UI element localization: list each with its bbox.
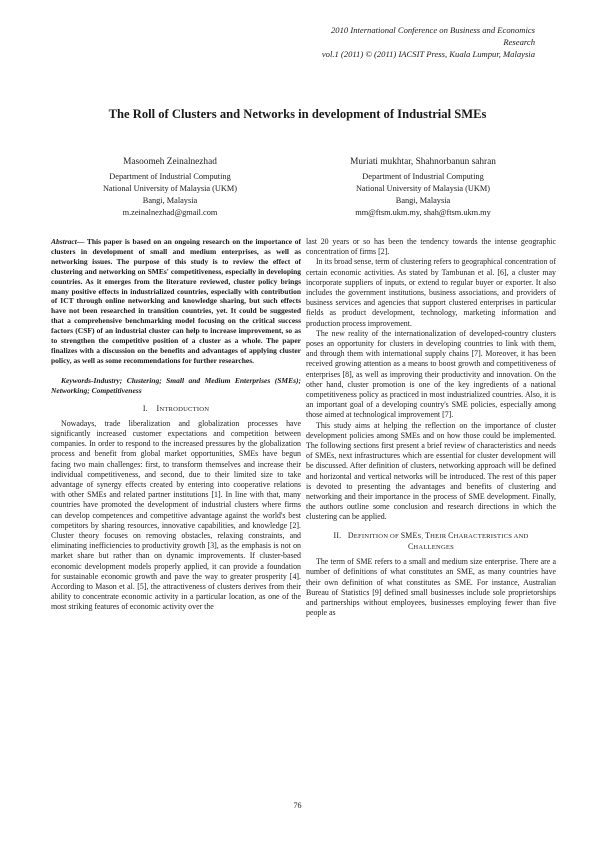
author-block-1 bbox=[55, 156, 285, 219]
conference-header bbox=[235, 24, 535, 60]
author-university: National University of Malaysia (UKM) bbox=[102, 184, 238, 193]
author-department: Department of Industrial Computing bbox=[362, 172, 484, 181]
keywords: Keywords-Industry; Clustering; Small and Medium Enterprises (SMEs); Networking; Competitiveness bbox=[51, 375, 301, 395]
body-paragraph: last 20 years or so has been the tendency towards the intense geographic concentration of firms [2]. bbox=[306, 237, 556, 257]
author-university: National University of Malaysia (UKM) bbox=[355, 184, 491, 193]
body-paragraph: In its broad sense, term of clustering refers to geographical concentration of certain economic activities. As stated by Tambunan et al. [6], a cluster may incorporate suppliers of inputs, or extend to regular buyer or exporter. It also includes the government institutions, business associations, and providers of business services and agencies that support clustered enterprises in particular fields as product development, technology, marketing information and production process improvement. bbox=[306, 257, 556, 328]
introduction-paragraph: Nowadays, trade liberalization and globalization processes have significantly increased customer expectations and competition between companies. In order to respond to the increased pressures by the globalization process and benefit from global market opportunities, SMEs have begun facing two main challenges: first, to transform themselves and increase their individual competitiveness, and second, due to their limited size to take advantage of synergy effects created by entering into cooperative relations with other SMEs and related partner institutions [1]. In line with that, many countries have promoted the development of industrial clusters where firms can develop competences and competitive advantage against the world's best competitors by sharing resources, innovative capabilities, and knowledge [2]. Cluster theory focuses on removing obstacles, relaxing constraints, and eliminating inefficiencies to productivity growth [3], as the emphasis is not on market share but rather than on dynamic improvements. If cluster-based economic development models properly applied, it can provide a foundation for sustainable economic growth and pave the way to greater prosperity [4]. According to Mason et al. [5], the attractiveness of clusters derives from their ability to concentrate economic activity in a particular location, as one of the most striking features of economic activity over the bbox=[51, 418, 301, 612]
author-email: m.zeinalnezhad@gmail.com bbox=[122, 208, 218, 217]
author-name: Masoomeh Zeinalnezhad bbox=[123, 157, 217, 167]
conference-line-2: Research bbox=[503, 37, 535, 47]
author-city: Bangi, Malaysia bbox=[142, 196, 198, 205]
author-block-2 bbox=[308, 156, 538, 219]
section-heading-sme-definition: II. DEFINITION OF SMES, THEIR CHARACTERISTICS AND CHALLENGES bbox=[333, 530, 529, 551]
conference-line-1: 2010 International Conference on Business and Economics bbox=[331, 25, 535, 35]
author-name: Muriati mukhtar, Shahnorbanun sahran bbox=[350, 157, 496, 167]
page-number: 76 bbox=[293, 801, 302, 810]
left-column bbox=[51, 237, 301, 613]
abstract-text: — This paper is based on an ongoing research on the importance of clusters in development of small and medium enterprises, as well as networking issues. The purpose of this study is to review the effect of clustering and networking on SMEs' competitiveness, especially in developing countries. As it emerges from the literature reviewed, cluster policy brings many positive effects in industrialized countries, especially with contribution of ICT through online networking and knowledge sharing, but such effects have not been researched in transition countries, yet. It could be suggested that a comprehensive benchmarking model focusing on the critical success factors (CSF) of an industrial cluster can help to increase improvement, so as to strengthen the competitive position of a cluster as a whole. The paper finalizes with a discussion on the benefits and advantages of applying cluster policy, as well as some recommendations for further researches. bbox=[51, 237, 301, 365]
author-city: Bangi, Malaysia bbox=[395, 196, 451, 205]
section-heading-introduction: I. INTRODUCTION bbox=[142, 403, 210, 413]
body-paragraph: The term of SME refers to a small and medium size enterprise. There are a number of definitions of what constitutes an SME, as many countries have their own definition of what constitutes as SME. For instance, Australian Bureau of Statistics [9] defined small businesses include sole proprietorships and partnerships without employees, businesses employing fewer than five people as bbox=[306, 557, 556, 618]
abstract bbox=[51, 237, 301, 366]
conference-line-3: vol.1 (2011) © (2011) IACSIT Press, Kuala Lumpur, Malaysia bbox=[321, 49, 535, 59]
body-paragraph: The new reality of the internationalization of developed-country clusters poses an opportunity for clusters in developing countries to link with them, and through them with international supply chains [7]. Moreover, it has been received growing attention as a means to boost growth and competitiveness of enterprises [8], as well as improving their productivity and innovation. On the other hand, cluster promotion is one of the key ingredients of a national competitiveness policy as practiced in most industrialized countries. Also, it is an important goal of a developing country's SME policies, especially among those aimed at technological improvement [7]. bbox=[306, 328, 556, 420]
body-paragraph: This study aims at helping the reflection on the importance of cluster development policies among SMEs and on how those could be implemented. The following sections first present a brief review of characteristics and needs of SMEs, next infrastructures which are essential for cluster development will be discussed. After definition of clusters, networking approach will be defined and horizontal and vertical networks will be introduced. The rest of this paper is devoted to presenting the advantages and benefits of clustering and networking and their importance in the process of SME development. Finally, the authors outline some conclusion and research directions in which the clustering can be applied. bbox=[306, 420, 556, 522]
author-department: Department of Industrial Computing bbox=[109, 172, 231, 181]
abstract-label: Abstract bbox=[51, 237, 77, 246]
right-column bbox=[306, 237, 556, 618]
paper-title: The Roll of Clusters and Networks in development of Industrial SMEs bbox=[108, 107, 487, 121]
author-email: mm@ftsm.ukm.my, shah@ftsm.ukm.my bbox=[355, 208, 491, 217]
